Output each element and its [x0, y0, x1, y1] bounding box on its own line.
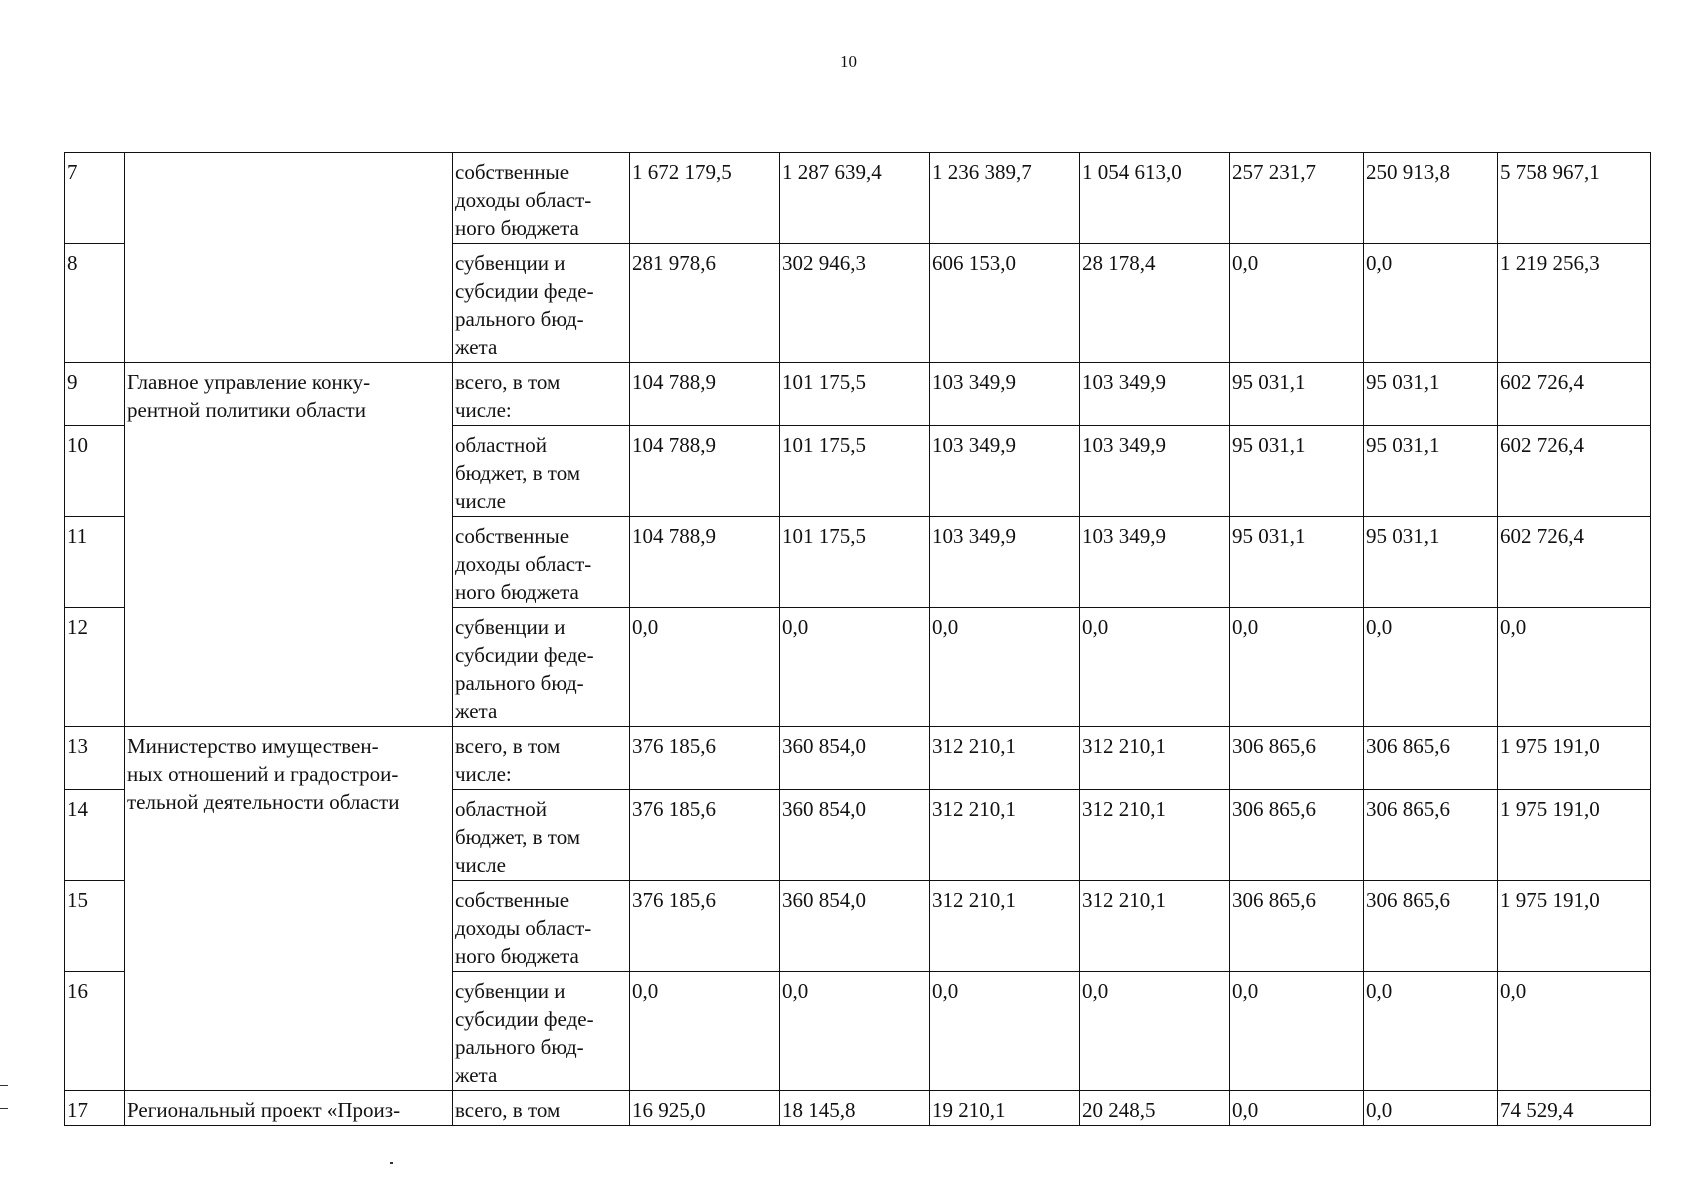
funding-type: собственные доходы област- ного бюджета — [453, 517, 630, 608]
value-cell: 95 031,1 — [1230, 426, 1364, 517]
value-cell: 0,0 — [780, 972, 930, 1091]
value-cell: 0,0 — [1230, 608, 1364, 727]
value-cell: 360 854,0 — [780, 727, 930, 790]
value-cell: 0,0 — [1364, 972, 1498, 1091]
total-cell: 602 726,4 — [1498, 517, 1651, 608]
value-cell: 104 788,9 — [630, 426, 780, 517]
row-number: 7 — [65, 153, 125, 244]
row-number: 14 — [65, 790, 125, 881]
value-cell: 28 178,4 — [1080, 244, 1230, 363]
total-cell: 5 758 967,1 — [1498, 153, 1651, 244]
value-cell: 19 210,1 — [930, 1091, 1080, 1126]
funding-type: собственные доходы област- ного бюджета — [453, 153, 630, 244]
value-cell: 281 978,6 — [630, 244, 780, 363]
row-number: 9 — [65, 363, 125, 426]
value-cell: 312 210,1 — [1080, 727, 1230, 790]
organization-competition-policy: Главное управление конку- рентной политики области — [125, 363, 453, 727]
value-cell: 0,0 — [1230, 972, 1364, 1091]
row-number: 16 — [65, 972, 125, 1091]
organization-cell-empty — [125, 153, 453, 363]
value-cell: 103 349,9 — [930, 363, 1080, 426]
value-cell: 306 865,6 — [1364, 727, 1498, 790]
value-cell: 0,0 — [930, 608, 1080, 727]
value-cell: 0,0 — [1364, 608, 1498, 727]
funding-type: областной бюджет, в том числе — [453, 790, 630, 881]
funding-type: областной бюджет, в том числе — [453, 426, 630, 517]
value-cell: 306 865,6 — [1230, 881, 1364, 972]
page-number: 10 — [840, 52, 857, 71]
total-cell: 0,0 — [1498, 608, 1651, 727]
funding-type: всего, в том числе: — [453, 727, 630, 790]
value-cell: 250 913,8 — [1364, 153, 1498, 244]
value-cell: 312 210,1 — [930, 881, 1080, 972]
funding-type: всего, в том числе: — [453, 363, 630, 426]
row-number: 11 — [65, 517, 125, 608]
value-cell: 376 185,6 — [630, 881, 780, 972]
value-cell: 606 153,0 — [930, 244, 1080, 363]
value-cell: 1 236 389,7 — [930, 153, 1080, 244]
budget-table — [64, 152, 1651, 1126]
value-cell: 0,0 — [1080, 972, 1230, 1091]
value-cell: 0,0 — [1364, 1091, 1498, 1126]
organization-property-ministry: Министерство имуществен- ных отношений и градострои- тельной деятельности области — [125, 727, 453, 1091]
value-cell: 104 788,9 — [630, 363, 780, 426]
total-cell: 1 975 191,0 — [1498, 790, 1651, 881]
organization-regional-project: Региональный проект «Произ- — [125, 1091, 453, 1126]
table-row — [65, 153, 1651, 244]
table-row — [65, 727, 1651, 790]
total-cell: 602 726,4 — [1498, 363, 1651, 426]
value-cell: 103 349,9 — [1080, 363, 1230, 426]
value-cell: 0,0 — [1364, 244, 1498, 363]
value-cell: 101 175,5 — [780, 517, 930, 608]
value-cell: 20 248,5 — [1080, 1091, 1230, 1126]
value-cell: 306 865,6 — [1364, 881, 1498, 972]
table-row — [65, 363, 1651, 426]
value-cell: 1 054 613,0 — [1080, 153, 1230, 244]
scan-margin-mark — [0, 1085, 8, 1086]
value-cell: 257 231,7 — [1230, 153, 1364, 244]
row-number: 15 — [65, 881, 125, 972]
value-cell: 18 145,8 — [780, 1091, 930, 1126]
value-cell: 360 854,0 — [780, 881, 930, 972]
value-cell: 312 210,1 — [1080, 790, 1230, 881]
funding-type: субвенции и субсидии феде- рального бюд- жета — [453, 972, 630, 1091]
scan-dot-mark — [390, 1162, 393, 1164]
funding-type: субвенции и субсидии феде- рального бюд- жета — [453, 244, 630, 363]
value-cell: 16 925,0 — [630, 1091, 780, 1126]
total-cell: 74 529,4 — [1498, 1091, 1651, 1126]
value-cell: 0,0 — [630, 972, 780, 1091]
value-cell: 95 031,1 — [1230, 517, 1364, 608]
table-row — [65, 1091, 1651, 1126]
funding-type: всего, в том — [453, 1091, 630, 1126]
value-cell: 1 672 179,5 — [630, 153, 780, 244]
value-cell: 0,0 — [1230, 244, 1364, 363]
value-cell: 104 788,9 — [630, 517, 780, 608]
value-cell: 103 349,9 — [930, 517, 1080, 608]
value-cell: 101 175,5 — [780, 363, 930, 426]
value-cell: 0,0 — [780, 608, 930, 727]
row-number: 17 — [65, 1091, 125, 1126]
value-cell: 376 185,6 — [630, 790, 780, 881]
total-cell: 1 975 191,0 — [1498, 881, 1651, 972]
value-cell: 1 287 639,4 — [780, 153, 930, 244]
row-number: 10 — [65, 426, 125, 517]
total-cell: 602 726,4 — [1498, 426, 1651, 517]
value-cell: 306 865,6 — [1230, 790, 1364, 881]
value-cell: 0,0 — [1230, 1091, 1364, 1126]
value-cell: 103 349,9 — [1080, 517, 1230, 608]
value-cell: 302 946,3 — [780, 244, 930, 363]
value-cell: 0,0 — [930, 972, 1080, 1091]
scan-margin-mark — [0, 1108, 8, 1109]
total-cell: 0,0 — [1498, 972, 1651, 1091]
value-cell: 360 854,0 — [780, 790, 930, 881]
row-number: 12 — [65, 608, 125, 727]
total-cell: 1 219 256,3 — [1498, 244, 1651, 363]
row-number: 8 — [65, 244, 125, 363]
funding-type: субвенции и субсидии феде- рального бюд- жета — [453, 608, 630, 727]
value-cell: 103 349,9 — [1080, 426, 1230, 517]
funding-type: собственные доходы област- ного бюджета — [453, 881, 630, 972]
value-cell: 312 210,1 — [930, 727, 1080, 790]
value-cell: 306 865,6 — [1364, 790, 1498, 881]
value-cell: 95 031,1 — [1230, 363, 1364, 426]
value-cell: 306 865,6 — [1230, 727, 1364, 790]
value-cell: 376 185,6 — [630, 727, 780, 790]
value-cell: 312 210,1 — [930, 790, 1080, 881]
value-cell: 103 349,9 — [930, 426, 1080, 517]
value-cell: 95 031,1 — [1364, 517, 1498, 608]
value-cell: 312 210,1 — [1080, 881, 1230, 972]
total-cell: 1 975 191,0 — [1498, 727, 1651, 790]
row-number: 13 — [65, 727, 125, 790]
value-cell: 95 031,1 — [1364, 426, 1498, 517]
value-cell: 0,0 — [630, 608, 780, 727]
value-cell: 101 175,5 — [780, 426, 930, 517]
value-cell: 0,0 — [1080, 608, 1230, 727]
value-cell: 95 031,1 — [1364, 363, 1498, 426]
